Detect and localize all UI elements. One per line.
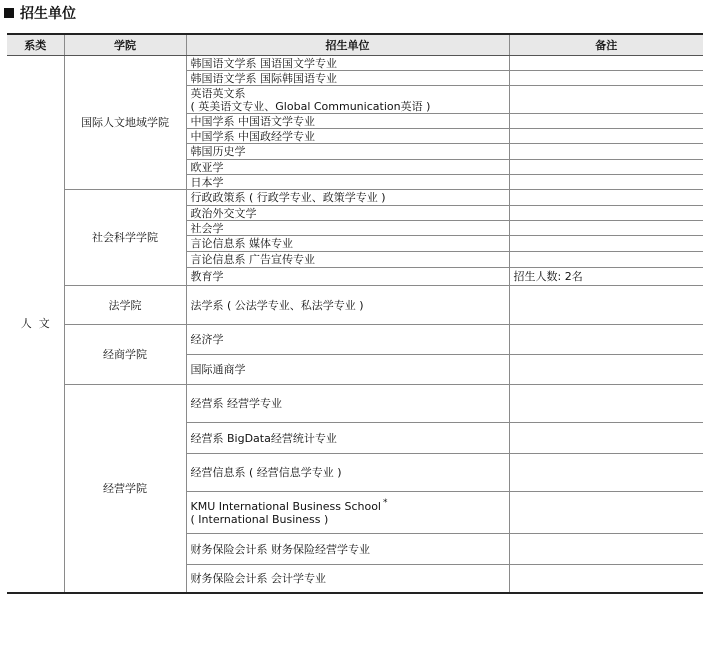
note-cell [509, 221, 703, 236]
unit-cell [186, 190, 509, 206]
note-cell [509, 206, 703, 221]
table-row [7, 56, 703, 71]
section-title: 招生单位 [20, 6, 76, 22]
unit-cell [186, 160, 509, 175]
note-cell [509, 190, 703, 206]
unit-cell [186, 454, 509, 492]
unit-cell [186, 565, 509, 593]
unit-name: 经营系 经营学专业 [190, 397, 282, 410]
table-row [7, 286, 703, 325]
unit-cell [186, 286, 509, 325]
unit-name: 韩国历史学 [190, 145, 246, 158]
note-cell [509, 423, 703, 454]
note-cell [509, 114, 703, 129]
unit-name: 韩国语文学系 国语国文学专业 [190, 56, 337, 70]
unit-name: 英语英文系 [190, 86, 246, 100]
college-cell: 社会科学学院 [64, 190, 186, 286]
note-cell [509, 325, 703, 355]
unit-name: 中国学系 中国政经学专业 [190, 129, 315, 143]
unit-cell [186, 86, 509, 114]
unit-cell [186, 268, 509, 286]
section-heading [4, 2, 76, 24]
unit-cell [186, 325, 509, 355]
table-row [7, 385, 703, 423]
unit-name: 日本学 [190, 175, 224, 189]
table-row [7, 325, 703, 355]
unit-cell [186, 175, 509, 190]
table-row [7, 190, 703, 206]
unit-cell [186, 423, 509, 454]
unit-name: 政治外交文学 [190, 206, 257, 220]
unit-name: 经营信息系 ( 经营信息学专业 ) [190, 466, 342, 479]
unit-cell [186, 56, 509, 71]
header-note: 备注 [509, 34, 703, 56]
note-cell [509, 355, 703, 385]
unit-cell [186, 534, 509, 565]
square-bullet-icon [4, 8, 14, 18]
note-cell [509, 252, 703, 268]
unit-name: 法学系 ( 公法学专业、私法学专业 ) [190, 298, 364, 312]
unit-cell [186, 221, 509, 236]
unit-name: 韩国语文学系 国际韩国语专业 [190, 71, 337, 85]
header-category: 系类 [7, 34, 64, 56]
note-cell [509, 385, 703, 423]
note-cell [509, 144, 703, 160]
college-cell: 经营学院 [64, 385, 186, 593]
unit-cell [186, 252, 509, 268]
footnote-mark: * [382, 497, 388, 508]
unit-name: 财务保险会计系 会计学专业 [190, 571, 326, 585]
note-cell: 招生人数: 2名 [509, 268, 703, 286]
unit-name: 言论信息系 广告宣传专业 [190, 253, 315, 266]
note-cell [509, 129, 703, 144]
unit-cell [186, 492, 509, 534]
note-cell [509, 286, 703, 325]
unit-detail: ( International Business ) [190, 512, 329, 526]
unit-cell [186, 144, 509, 160]
header-unit: 招生单位 [186, 34, 509, 56]
unit-cell [186, 236, 509, 252]
unit-name: 言论信息系 媒体专业 [190, 237, 293, 250]
unit-name: 经济学 [190, 333, 224, 346]
unit-name: KMU International Business School [190, 499, 381, 513]
unit-cell [186, 355, 509, 385]
college-cell: 国际人文地域学院 [64, 56, 186, 190]
table-header-row [7, 34, 703, 56]
note-cell [509, 454, 703, 492]
category-cell: 人 文 [7, 56, 64, 593]
unit-cell [186, 129, 509, 144]
unit-name: 经营系 BigData经营统计专业 [190, 431, 337, 445]
unit-name: 中国学系 中国语文学专业 [190, 114, 315, 128]
unit-cell [186, 206, 509, 221]
unit-name: 社会学 [190, 221, 224, 235]
unit-name: 国际通商学 [190, 363, 246, 376]
note-cell [509, 71, 703, 86]
note-cell [509, 236, 703, 252]
note-cell [509, 56, 703, 71]
unit-name: 行政政策系 ( 行政学专业、政策学专业 ) [190, 191, 386, 204]
admission-units-table [7, 33, 703, 594]
unit-cell [186, 114, 509, 129]
note-cell [509, 565, 703, 593]
header-college: 学院 [64, 34, 186, 56]
note-cell [509, 175, 703, 190]
note-cell [509, 160, 703, 175]
college-cell: 法学院 [64, 286, 186, 325]
unit-cell [186, 71, 509, 86]
note-cell [509, 86, 703, 114]
table-body [7, 56, 703, 593]
note-cell [509, 534, 703, 565]
college-cell: 经商学院 [64, 325, 186, 385]
unit-name: 教育学 [190, 270, 224, 283]
unit-cell [186, 385, 509, 423]
unit-detail: ( 英美语文专业、Global Communication英语 ) [190, 99, 431, 113]
unit-name: 财务保险会计系 财务保险经营学专业 [190, 542, 370, 556]
unit-name: 欧亚学 [190, 160, 224, 174]
note-cell [509, 492, 703, 534]
